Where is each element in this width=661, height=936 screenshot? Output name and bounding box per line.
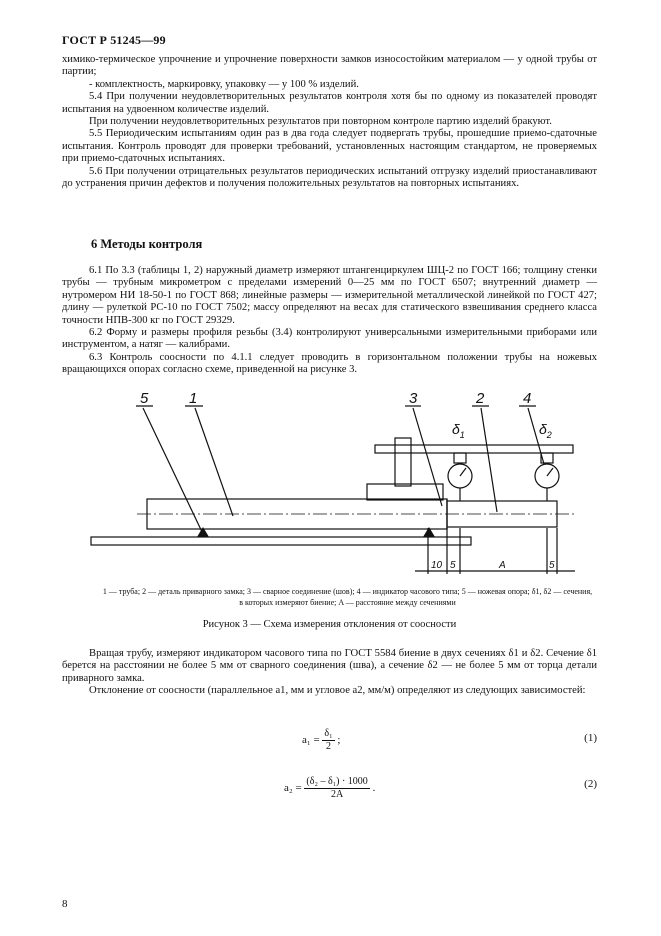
figure-title: Рисунок 3 — Схема измерения отклонения от соосности: [202, 619, 457, 630]
formula-1-number: (1): [584, 732, 597, 744]
paragraph: 5.4 При получении неудовлетворительных результатов контроля хотя бы по одному из показателей проводят испытания на удвоенном количестве изделий.: [62, 91, 597, 115]
paragraph: 5.5 Периодическим испытаниям один раз в два года следует подвергать трубы, прошедшие приемо-сдаточные испытания. Контроль проводят для проверки требований, установленных настоящим стандартом, не проверяемых при приемо-сдаточных испытаниях.: [62, 128, 597, 165]
label-4: 4: [523, 390, 532, 407]
text-block-3: [62, 648, 597, 698]
label-3: 3: [409, 390, 418, 407]
formula-2: a₂ = $\frac{\text{(δ₂ – δ₁) · 1000}}{2A}$ .: [284, 776, 376, 800]
label-2: 2: [476, 390, 485, 407]
dim-5-end: 5: [549, 560, 555, 571]
bench-plate: [91, 537, 471, 545]
paragraph: - комплектность, маркировку, упаковку — у 100 % изделий.: [89, 78, 359, 90]
dim-a: A: [499, 560, 506, 571]
paragraph: 5.6 При получении отрицательных результатов периодических испытаний отгрузку изделий приостанавливают до устранения причин дефектов и получения положительных результатов на повторных испытаниях.: [62, 165, 597, 190]
section-title: 6 Методы контроля: [91, 237, 203, 251]
label-5: 5: [140, 390, 149, 407]
delta1-label: $\delta_1$: [452, 421, 465, 440]
delta2-label: $\delta_2$: [539, 421, 552, 440]
formula-1: a₁ = $\frac{\text{δ₁}}{2}$ ;: [302, 728, 341, 752]
alignment-measurement-diagram: [85, 388, 585, 580]
indicator-rail: [375, 445, 573, 453]
page-number: 8: [62, 898, 68, 910]
dim-10: 10: [431, 560, 443, 571]
paragraph: химико-термическое упрочнение и упрочнение поверхности замков износостойким материалом — у одной трубы от партии;: [62, 54, 597, 78]
paragraph: 6.2 Форму и размеры профиля резьбы (3.4) контролируют универсальными измерительными приборами или инструментом, а натяг — калибрами.: [62, 327, 597, 351]
text-block-1: [62, 54, 597, 190]
figure-caption: 1 — труба; 2 — деталь приварного замка; 3 — сварное соединение (шов); 4 — индикатор часового типа; 5 — ножевая опора; δ1, δ2 — сечения, в которых измеряют биение; A — расстояние между сечениями: [102, 587, 593, 607]
paragraph: 6.3 Контроль соосности по 4.1.1 следует проводить в горизонтальном положении трубы на ножевых вращающихся опорах согласно схеме, приведенной на рисунке 3.: [62, 351, 597, 376]
paragraph: 6.1 По 3.3 (таблицы 1, 2) наружный диаметр измеряют штангенциркулем ШЦ-2 по ГОСТ 166; толщину стенки трубы — трубным микрометром с пределами измерений 0—25 мм по ГОСТ 6507; внутренний диаметр — нутромером НИ 18-50-1 по ГОСТ 868; линейные размеры — измерительной металлической линейкой по ГОСТ 427; длину — рулеткой РС-10 по ГОСТ 7502; массу определяют на весах для статического взвешивания среднего класса точности НПВ-300 кг по ГОСТ 29329.: [62, 265, 597, 326]
paragraph: При получении неудовлетворительных результатов при повторном контроле партию изделий бракуют.: [89, 116, 552, 128]
page-header: ГОСТ Р 51245—99: [62, 33, 166, 47]
formula-2-number: (2): [584, 778, 597, 790]
text-block-2: [62, 265, 597, 377]
paragraph: Отклонение от соосности (параллельное a1, мм и угловое a2, мм/м) определяют из следующих зависимостей:: [89, 685, 586, 697]
label-1: 1: [189, 390, 198, 407]
dim-5: 5: [450, 560, 456, 571]
paragraph: Вращая трубу, измеряют индикатором часового типа по ГОСТ 5584 биение в двух сечениях δ1 и δ2. Сечение δ1 берется на расстоянии не более 5 мм от сварного соединения (шва), а сечение δ2 — не более 5 мм от торца детали приварного замка.: [62, 648, 597, 684]
